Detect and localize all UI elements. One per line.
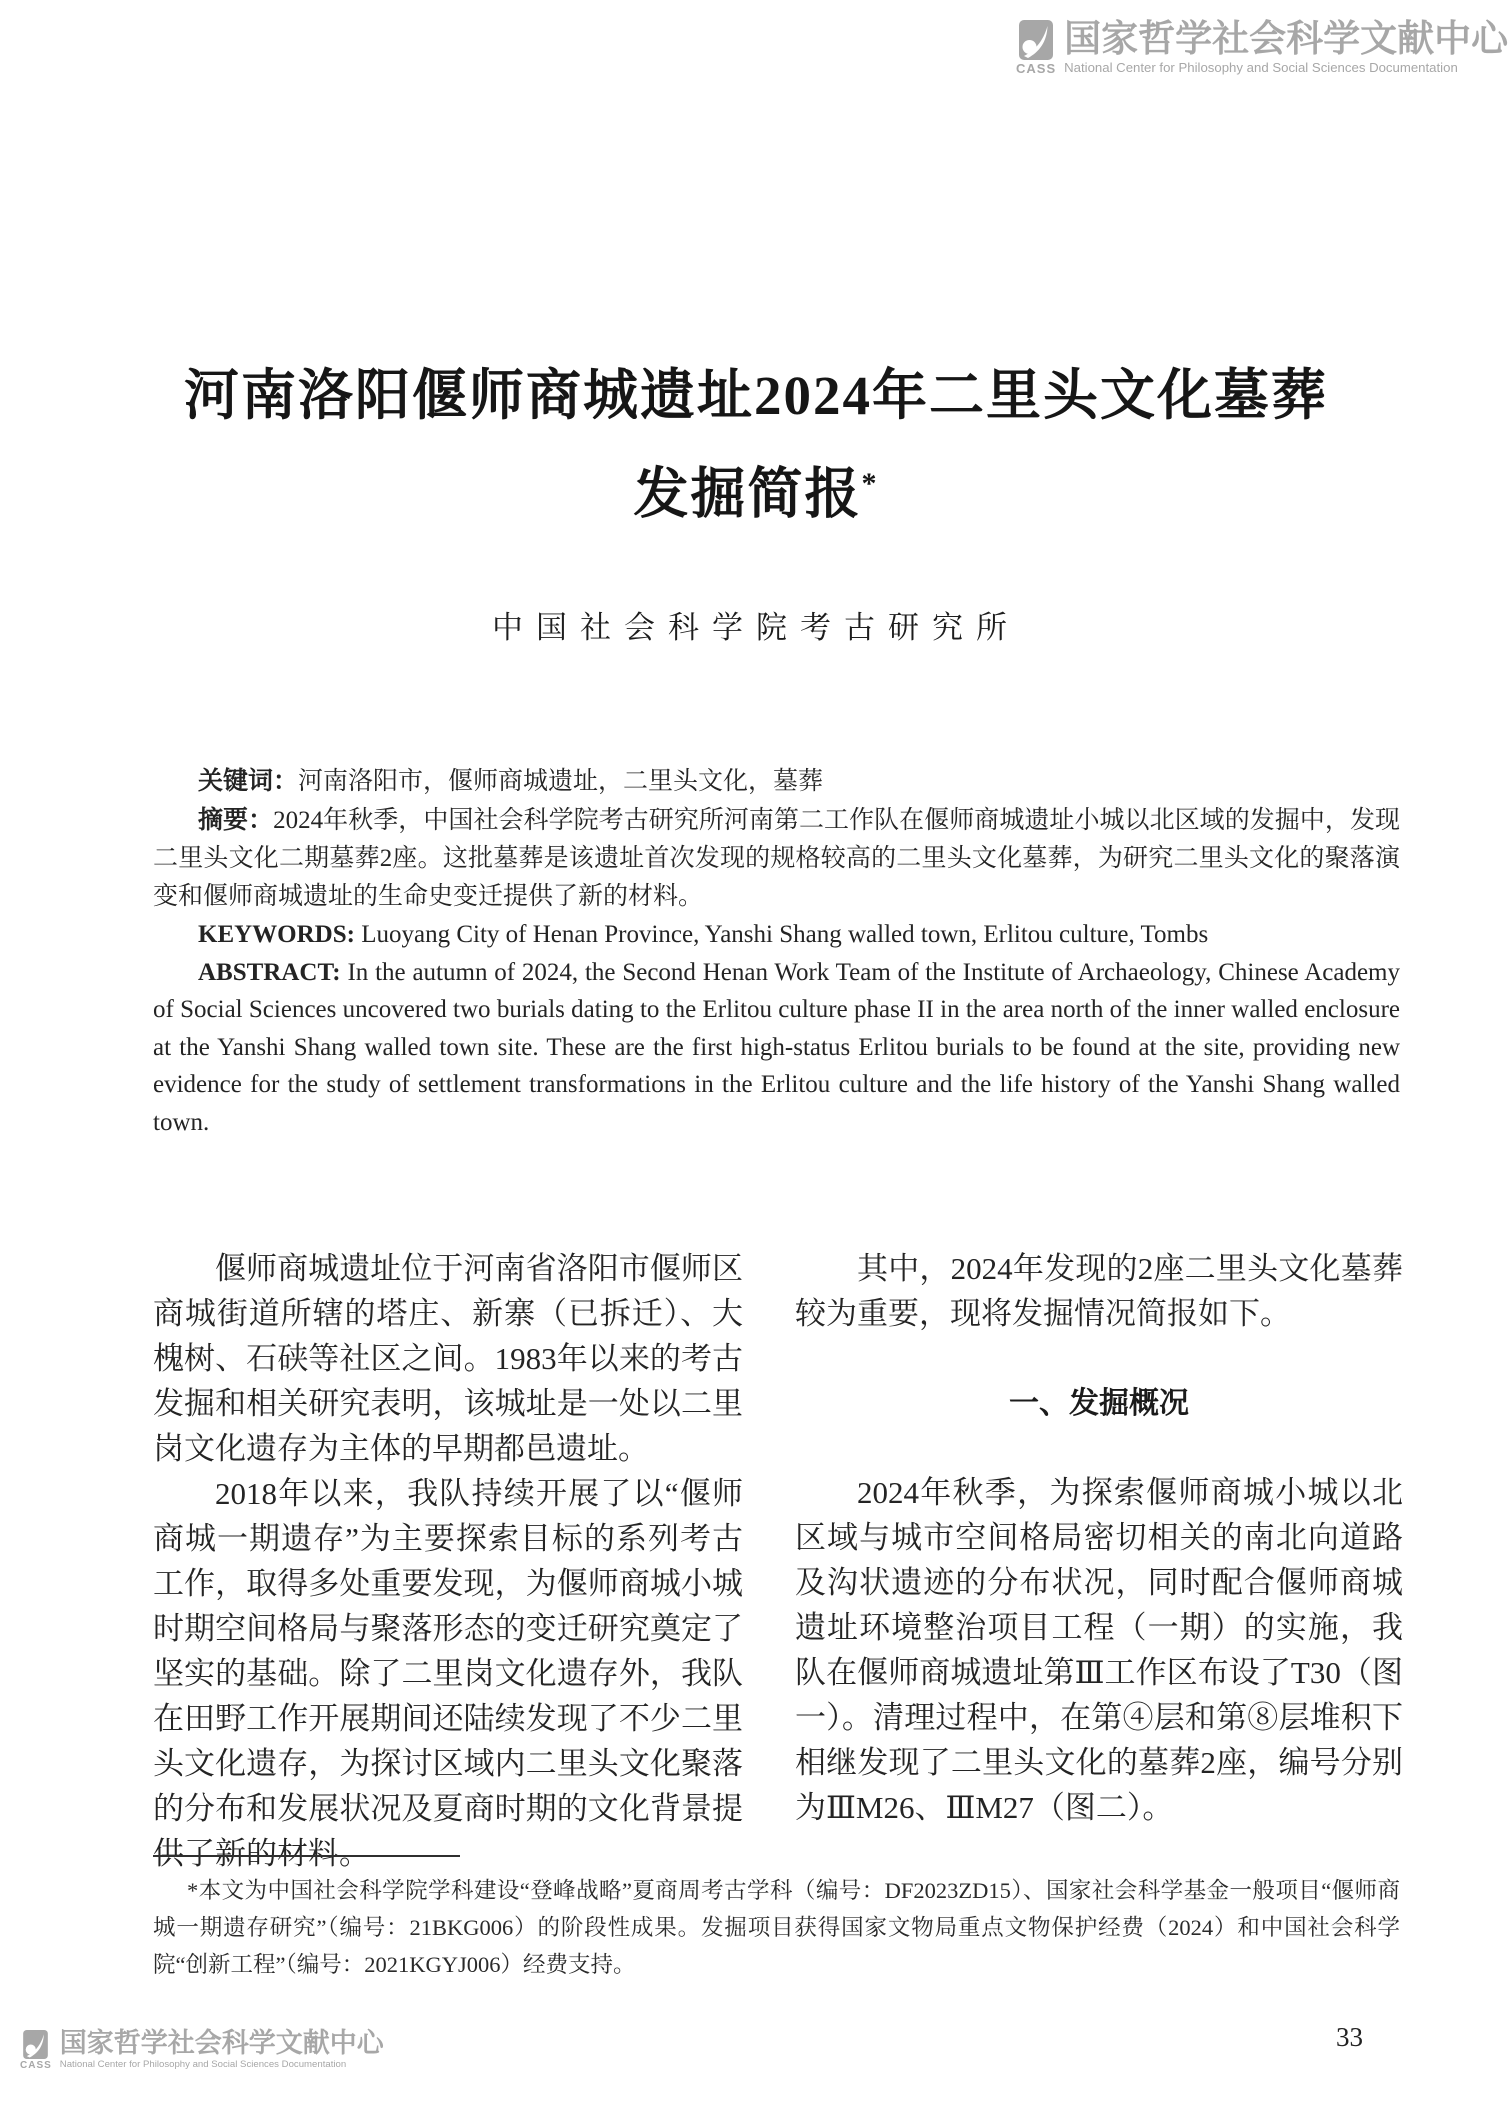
- cass-name-zh: 国家哲学社会科学文献中心: [1064, 18, 1509, 59]
- body-column-right: [795, 1246, 1403, 1830]
- body-paragraph: 2018年以来，我队持续开展了以“偃师商城一期遗存”为主要探索目标的系列考古工作，取得多处重要发现，为偃师商城小城时期空间格局与聚落形态的变迁研究奠定了坚实的基础。除了二里岗文化遗存外，我队在田野工作开展期间还陆续发现了不少二里头文化遗存，为探讨区域内二里头文化聚落的分布和发展状况及夏商时期的文化背景提供了新的材料。: [153, 1476, 743, 1871]
- keywords-zh-label: 关键词：: [198, 767, 299, 795]
- body-paragraph: 偃师商城遗址位于河南省洛阳市偃师区商城街道所辖的塔庄、新寨（已拆迁）、大槐树、石硖等社区之间。1983年以来的考古发掘和相关研究表明，该城址是一处以二里岗文化遗存为主体的早期都邑遗址。: [153, 1251, 743, 1466]
- cass-name-en: National Center for Philosophy and Social Sciences Documentation: [59, 2059, 347, 2070]
- cass-acronym-text: CASS: [20, 2060, 52, 2071]
- article-title: [0, 352, 1512, 538]
- abstract-zh-label: 摘要：: [198, 806, 274, 834]
- cass-acronym-text: CASS: [1016, 61, 1057, 76]
- title-footnote-marker: *: [861, 467, 879, 500]
- meta-block: [153, 762, 1400, 1141]
- section-heading-1: 一、发掘概况: [1009, 1387, 1189, 1420]
- abstract-zh-text: 2024年秋季，中国社会科学院考古研究所河南第二工作队在偃师商城遗址小城以北区域的发掘中，发现二里头文化二期墓葬2座。这批墓葬是该遗址首次发现的规格较高的二里头文化墓葬，为研究二里头文化的聚落演变和偃师商城遗址的生命史变迁提供了新的材料。: [153, 807, 1400, 910]
- abstract-en: [153, 954, 1400, 1142]
- cass-logo-bottom: [20, 2030, 384, 2071]
- abstract-zh: [153, 801, 1400, 916]
- body-paragraph: 2024年秋季，为探索偃师商城小城以北区域与城市空间格局密切相关的南北向道路及沟状遗迹的分布状况，同时配合偃师商城遗址环境整治项目工程（一期）的实施，我队在偃师商城遗址第Ⅲ工作区布设了T30（图一）。清理过程中，在第④层和第⑧层堆积下相继发现了二里头文化的墓葬2座，编号分别为ⅢM26、ⅢM27（图二）。: [795, 1475, 1403, 1825]
- cass-logo-badge: [20, 2030, 52, 2071]
- cass-bird-icon: [23, 2030, 48, 2059]
- keywords-zh: [153, 762, 1400, 801]
- body-column-left: [153, 1246, 743, 1876]
- keywords-en-text: Luoyang City of Henan Province, Yanshi Shang walled town, Erlitou culture, Tombs: [354, 921, 1209, 948]
- footnote-text: *本文为中国社会科学院学科建设“登峰战略”夏商周考古学科（编号：DF2023ZD15）、国家社会科学基金一般项目“偃师商城一期遗存研究”（编号：21BKG006）的阶段性成果。发掘项目获得国家文物局重点文物保护经费（2024）和中国社会科学院“创新工程”（编号：2021KGYJ006）经费支持。: [153, 1878, 1400, 1977]
- body-paragraph: 其中，2024年发现的2座二里头文化墓葬较为重要，现将发掘情况简报如下。: [795, 1251, 1403, 1331]
- article-title-line1: 河南洛阳偃师商城遗址2024年二里头文化墓葬: [183, 365, 1328, 426]
- keywords-zh-text: 河南洛阳市，偃师商城遗址，二里头文化，墓葬: [298, 768, 824, 795]
- cass-name-en: National Center for Philosophy and Social Sciences Documentation: [1064, 60, 1458, 75]
- keywords-en: [153, 916, 1400, 954]
- page-number: 33: [1336, 2022, 1363, 2052]
- cass-bird-icon: [1019, 20, 1053, 60]
- author-affiliation: 中国社会科学院考古研究所: [492, 610, 1020, 645]
- keywords-en-label: KEYWORDS:: [198, 921, 355, 948]
- cass-logo-badge: [1016, 20, 1056, 75]
- abstract-en-label: ABSTRACT:: [198, 958, 341, 986]
- cass-name-zh: 国家哲学社会科学文献中心: [59, 2028, 384, 2058]
- cass-logo-top: [1016, 20, 1508, 75]
- footnote-divider: [153, 1855, 460, 1857]
- article-title-line2: 发掘简报*: [633, 463, 879, 525]
- abstract-en-text: In the autumn of 2024, the Second Henan Work Team of the Institute of Archaeology, Chinese Academy of Social Sciences uncovered two burials dating to the Erlitou culture phase II in the area north of the inner walled enclosure at the Yanshi Shang walled town site. These are the first high-status Erlitou burials to be found at the site, providing new evidence for the study of settlement transformations in the Erlitou culture and the life history of the Yanshi Shang walled town.: [153, 958, 1400, 1136]
